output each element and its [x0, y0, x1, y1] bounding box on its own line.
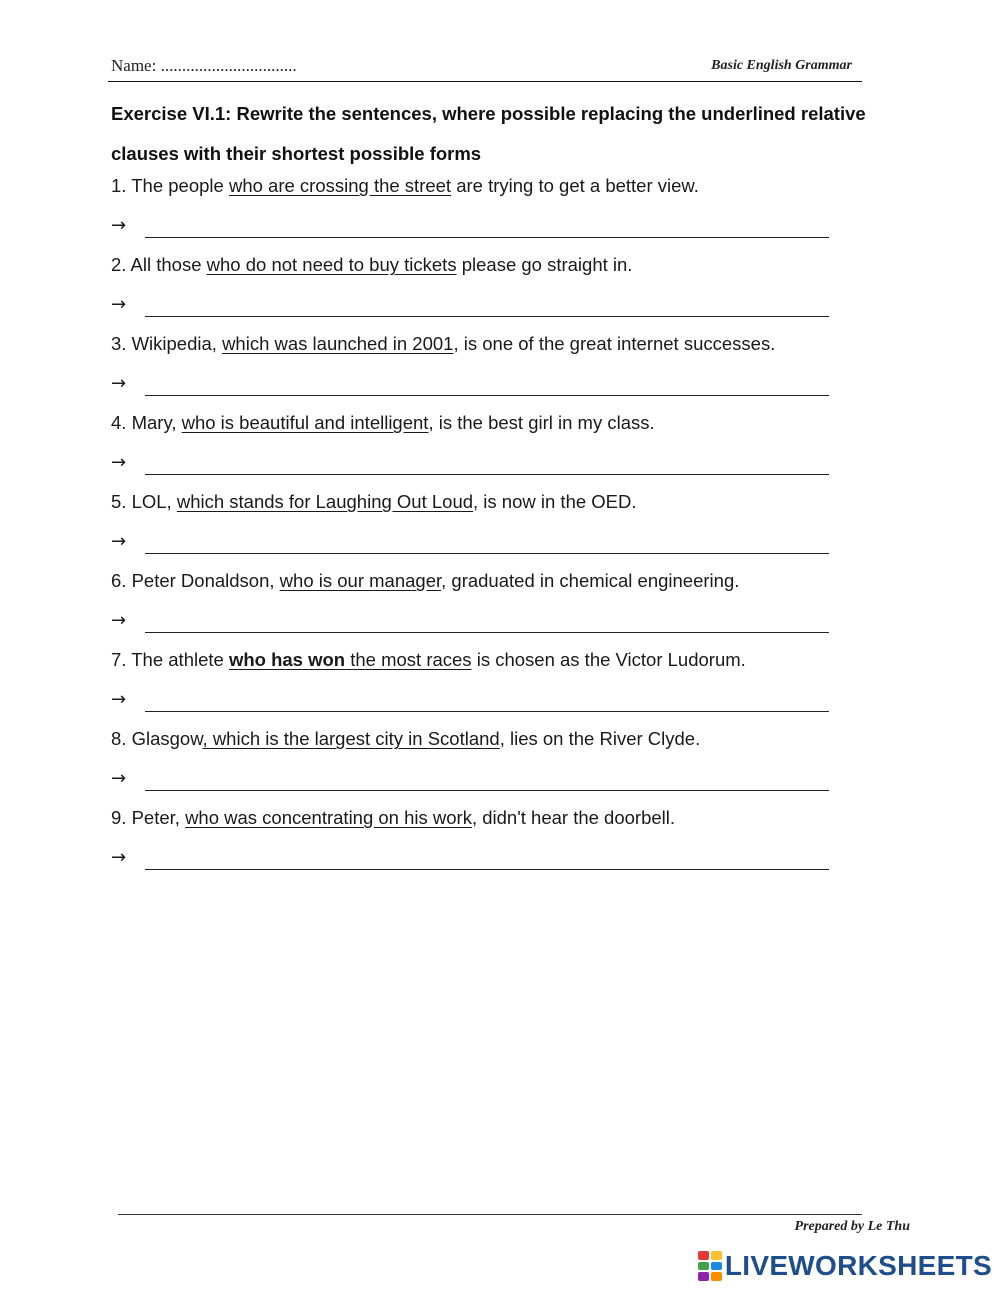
- header-divider: [108, 81, 862, 82]
- question-prefix: All those: [126, 254, 207, 275]
- arrow-icon: →: [111, 452, 127, 473]
- underlined-clause: , which is the largest city in Scotland: [202, 728, 500, 749]
- question-list: [111, 170, 831, 881]
- question-6: [111, 565, 831, 644]
- question-suffix: are trying to get a better view.: [451, 175, 699, 196]
- exercise-instructions: Exercise VI.1: Rewrite the sentences, where possible replacing the underlined relative clauses with their shortest possible forms: [111, 103, 866, 164]
- question-text: [111, 490, 637, 514]
- blank-line[interactable]: [145, 553, 829, 554]
- blank-line[interactable]: [145, 395, 829, 396]
- question-number: 6.: [111, 570, 127, 591]
- logo-block: [698, 1251, 709, 1260]
- question-text: [111, 648, 746, 672]
- logo-block: [711, 1262, 722, 1271]
- question-text: [111, 411, 655, 435]
- blank-line[interactable]: [145, 711, 829, 712]
- question-text: [111, 727, 700, 751]
- answer-line-6[interactable]: [111, 609, 829, 637]
- blank-line[interactable]: [145, 632, 829, 633]
- arrow-icon: →: [111, 373, 127, 394]
- question-prefix: Mary,: [126, 412, 182, 433]
- liveworksheets-brand[interactable]: [698, 1249, 992, 1283]
- question-number: 7.: [111, 649, 127, 670]
- question-suffix: , graduated in chemical engineering.: [441, 570, 740, 591]
- arrow-icon: →: [111, 847, 127, 868]
- underlined-clause: the most races: [345, 649, 472, 670]
- question-8: [111, 723, 831, 802]
- name-label: Name: ................................: [111, 56, 297, 75]
- brand-wordmark: LIVEWORKSHEETS: [724, 1250, 992, 1281]
- question-9: [111, 802, 831, 881]
- underlined-clause: which stands for Laughing Out Loud: [176, 491, 474, 512]
- question-7: [111, 644, 831, 723]
- logo-block: [711, 1251, 722, 1260]
- underlined-clause-bold: who has won: [228, 649, 346, 670]
- blank-line[interactable]: [145, 316, 829, 317]
- blank-line[interactable]: [145, 237, 829, 238]
- answer-line-9[interactable]: [111, 846, 829, 874]
- question-number: 8.: [111, 728, 127, 749]
- arrow-icon: →: [111, 689, 127, 710]
- question-number: 2.: [111, 254, 127, 275]
- underlined-clause: which was launched in 2001: [222, 333, 454, 354]
- logo-block: [711, 1272, 722, 1281]
- arrow-icon: →: [111, 768, 127, 789]
- question-text: [111, 174, 699, 198]
- arrow-icon: →: [111, 215, 127, 236]
- question-prefix: The people: [126, 175, 229, 196]
- underlined-clause: who is beautiful and intelligent: [181, 412, 429, 433]
- question-3: [111, 328, 831, 407]
- logo-block: [698, 1272, 709, 1281]
- author-credit: Prepared by Le Thu: [794, 1219, 910, 1234]
- blank-line[interactable]: [145, 474, 829, 475]
- answer-line-4[interactable]: [111, 451, 829, 479]
- question-number: 5.: [111, 491, 127, 512]
- question-number: 4.: [111, 412, 127, 433]
- question-text: [111, 253, 632, 277]
- answer-line-8[interactable]: [111, 767, 829, 795]
- logo-block: [698, 1262, 709, 1271]
- question-prefix: The athlete: [126, 649, 229, 670]
- question-suffix: , lies on the River Clyde.: [499, 728, 701, 749]
- question-suffix: , is one of the great internet successes.: [453, 333, 776, 354]
- answer-line-2[interactable]: [111, 293, 829, 321]
- answer-line-7[interactable]: [111, 688, 829, 716]
- question-text: [111, 569, 739, 593]
- question-number: 1.: [111, 175, 127, 196]
- question-prefix: LOL,: [126, 491, 177, 512]
- question-suffix: , didn't hear the doorbell.: [471, 807, 676, 828]
- answer-line-5[interactable]: [111, 530, 829, 558]
- question-text: [111, 806, 675, 830]
- question-suffix: , is the best girl in my class.: [428, 412, 655, 433]
- arrow-icon: →: [111, 294, 127, 315]
- underlined-clause: who are crossing the street: [228, 175, 452, 196]
- question-prefix: Glasgow: [126, 728, 203, 749]
- question-prefix: Wikipedia,: [126, 333, 223, 354]
- answer-line-1[interactable]: [111, 214, 829, 242]
- arrow-icon: →: [111, 531, 127, 552]
- question-prefix: Peter,: [126, 807, 186, 828]
- question-prefix: Peter Donaldson,: [126, 570, 280, 591]
- question-number: 3.: [111, 333, 127, 354]
- underlined-clause: who was concentrating on his work: [185, 807, 472, 828]
- question-4: [111, 407, 831, 486]
- liveworksheets-logo-icon: [698, 1251, 722, 1281]
- blank-line[interactable]: [145, 869, 829, 870]
- question-text: [111, 332, 775, 356]
- question-5: [111, 486, 831, 565]
- arrow-icon: →: [111, 610, 127, 631]
- underlined-clause: who is our manager: [279, 570, 442, 591]
- footer-divider: [118, 1214, 862, 1215]
- question-suffix: , is now in the OED.: [473, 491, 637, 512]
- course-title: Basic English Grammar: [711, 58, 852, 73]
- blank-line[interactable]: [145, 790, 829, 791]
- question-1: [111, 170, 831, 249]
- question-2: [111, 249, 831, 328]
- answer-line-3[interactable]: [111, 372, 829, 400]
- question-suffix: is chosen as the Victor Ludorum.: [471, 649, 746, 670]
- underlined-clause: who do not need to buy tickets: [206, 254, 457, 275]
- question-suffix: please go straight in.: [456, 254, 633, 275]
- question-number: 9.: [111, 807, 127, 828]
